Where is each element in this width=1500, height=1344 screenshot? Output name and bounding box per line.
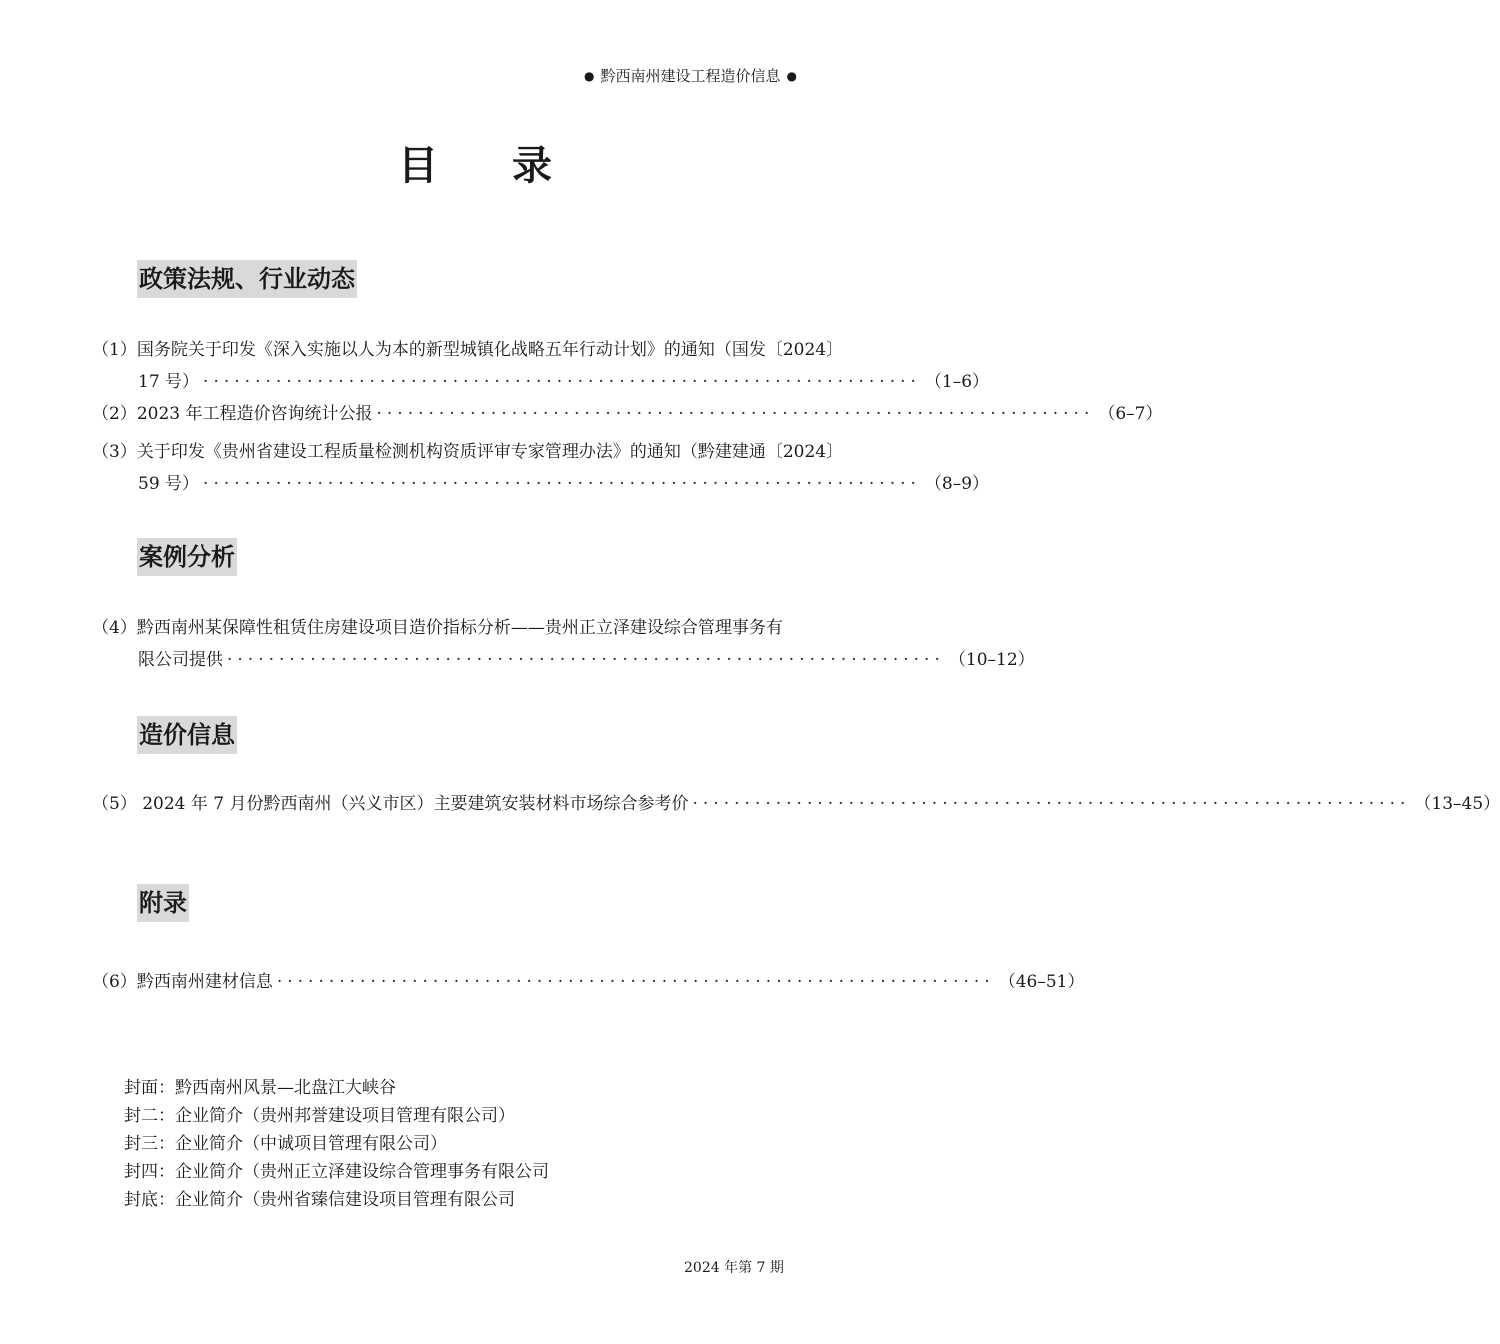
running-header <box>584 64 884 88</box>
toc-entry-title-cont: 59 号） <box>138 474 200 494</box>
toc-entry-3[interactable] <box>92 436 990 500</box>
toc-entry-title: （1）国务院关于印发《深入实施以人为本的新型城镇化战略五年行动计划》的通知（国发〔2024〕 <box>92 340 844 360</box>
section-heading-appendix: 附录 <box>137 884 189 922</box>
cover-note-3: 封三：企业简介（中诚项目管理有限公司） <box>124 1134 447 1154</box>
cover-note-front: 封面：黔西南州风景—北盘江大峡谷 <box>124 1078 396 1098</box>
page-range: （10–12） <box>948 650 1035 670</box>
dot-leader: ····································································· <box>692 794 1411 814</box>
cover-note-4: 封四：企业简介（贵州正立泽建设综合管理事务有限公司 <box>124 1162 549 1182</box>
dot-leader: ····································································· <box>203 372 921 392</box>
issue-number: 2024 年第 7 期 <box>684 1260 784 1276</box>
dot-leader: ····································································· <box>276 972 995 992</box>
bullet-icon: ● <box>584 69 595 83</box>
dot-leader: ····································································· <box>227 650 945 670</box>
toc-entry-title: （5） 2024 年 7 月份黔西南州（兴义市区）主要建筑安装材料市场综合参考价 <box>92 794 689 814</box>
toc-entry-title-cont: 17 号） <box>138 372 200 392</box>
cover-note-2: 封二：企业简介（贵州邦誉建设项目管理有限公司） <box>124 1106 515 1126</box>
publication-name: 黔西南州建设工程造价信息 <box>600 67 781 85</box>
page-range: （1–6） <box>924 372 990 392</box>
toc-entry-1[interactable] <box>92 334 990 398</box>
toc-entry-5[interactable] <box>92 788 1500 820</box>
cover-note-back: 封底：企业简介（贵州省臻信建设项目管理有限公司 <box>124 1190 515 1210</box>
page-range: （6–7） <box>1098 404 1163 424</box>
dot-leader: ····································································· <box>203 474 921 494</box>
cover-notes <box>124 1074 549 1214</box>
toc-entry-6[interactable] <box>92 966 1085 998</box>
page-range: （8–9） <box>924 474 990 494</box>
toc-entry-title: （6）黔西南州建材信息 <box>92 972 273 992</box>
section-heading-policy: 政策法规、行业动态 <box>137 260 357 298</box>
toc-entry-title: （2）2023 年工程造价咨询统计公报 <box>92 404 373 424</box>
bullet-icon: ● <box>786 69 797 83</box>
dot-leader: ····································································· <box>376 404 1095 424</box>
page-range: （13–45） <box>1414 794 1500 814</box>
page-range: （46–51） <box>998 972 1085 992</box>
section-heading-cost-info: 造价信息 <box>137 716 237 754</box>
section-heading-case-study: 案例分析 <box>137 538 237 576</box>
toc-entry-title-cont: 限公司提供 <box>138 650 223 670</box>
page-title: 目 录 <box>398 143 582 189</box>
toc-entry-title: （3）关于印发《贵州省建设工程质量检测机构资质评审专家管理办法》的通知（黔建建通〔2024〕 <box>92 442 844 462</box>
toc-entry-title: （4）黔西南州某保障性租赁住房建设项目造价指标分析——贵州正立泽建设综合管理事务有 <box>92 618 783 638</box>
toc-entry-2[interactable] <box>92 398 1163 430</box>
toc-entry-4[interactable] <box>92 612 1035 676</box>
